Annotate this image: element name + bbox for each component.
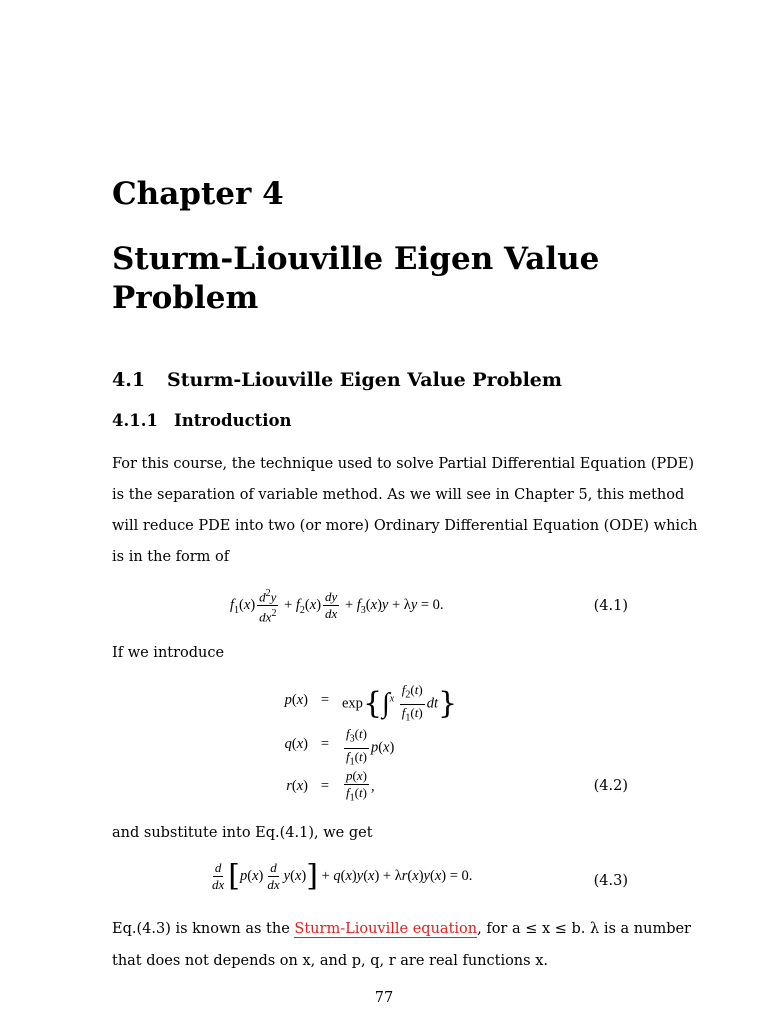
paragraph-line [112, 921, 691, 937]
page-number: 77 [374, 990, 394, 1006]
equation-4-2-row-p: p(x) = exp{∫$^x$ $\frac{f_2(t)}{f_1(t)}$ dt} [284, 682, 458, 724]
chapter-title-line1: Sturm-Liouville Eigen Value [112, 241, 600, 277]
paragraph-line: If we introduce [112, 645, 225, 661]
section-number: 4.1 [112, 369, 146, 391]
section-title: Sturm-Liouville Eigen Value Problem [167, 369, 562, 391]
equation-number: (4.1) [593, 598, 628, 614]
subsection-title: Introduction [174, 411, 292, 430]
equation-4-3: $\frac{d}{dx}$ [p(x) $\frac{d}{dx}$ y(x)] + q(x)y(x) + λr(x)y(x) = 0. [212, 858, 473, 894]
paragraph-text: , for a ≤ x ≤ b. λ is a number [477, 921, 691, 937]
equation-number: (4.2) [593, 778, 628, 794]
paragraph-line: that does not depends on x, and p, q, r are real functions x. [112, 953, 548, 969]
equation-number: (4.3) [593, 873, 628, 889]
subsection-heading [112, 411, 292, 430]
equation-4-2-row-r: r(x) = $\frac{p(x)}{f_1(t)}$ , [286, 768, 375, 804]
section-heading [112, 369, 562, 391]
sturm-liouville-link[interactable]: Sturm-Liouville equation [294, 921, 478, 937]
equation-4-2-row-q: q(x) = $\frac{f_3(t)}{f_1(t)}$ p(x) [284, 726, 395, 768]
chapter-heading: Chapter 4 [112, 176, 284, 212]
paragraph-text: Eq.(4.3) is known as the [112, 921, 295, 937]
paragraph-line: For this course, the technique used to solve Partial Differential Equation (PDE) [112, 456, 695, 472]
paragraph-line: will reduce PDE into two (or more) Ordinary Differential Equation (ODE) which [112, 518, 698, 534]
paragraph-line: and substitute into Eq.(4.1), we get [112, 825, 373, 841]
paragraph-line: is the separation of variable method. As we will see in Chapter 5, this method [112, 487, 685, 503]
chapter-title [112, 240, 599, 318]
equation-4-1: $f_1(x)$ $\frac{d^2y}{dx^2}$ + $f_2(x)$ $\frac{dy}{dx}$ + $f_3(x)y + \lambda y = 0$. [230, 588, 444, 625]
paragraph-line: is in the form of [112, 549, 230, 565]
subsection-number: 4.1.1 [112, 411, 158, 430]
chapter-title-line2: Problem [112, 280, 259, 316]
